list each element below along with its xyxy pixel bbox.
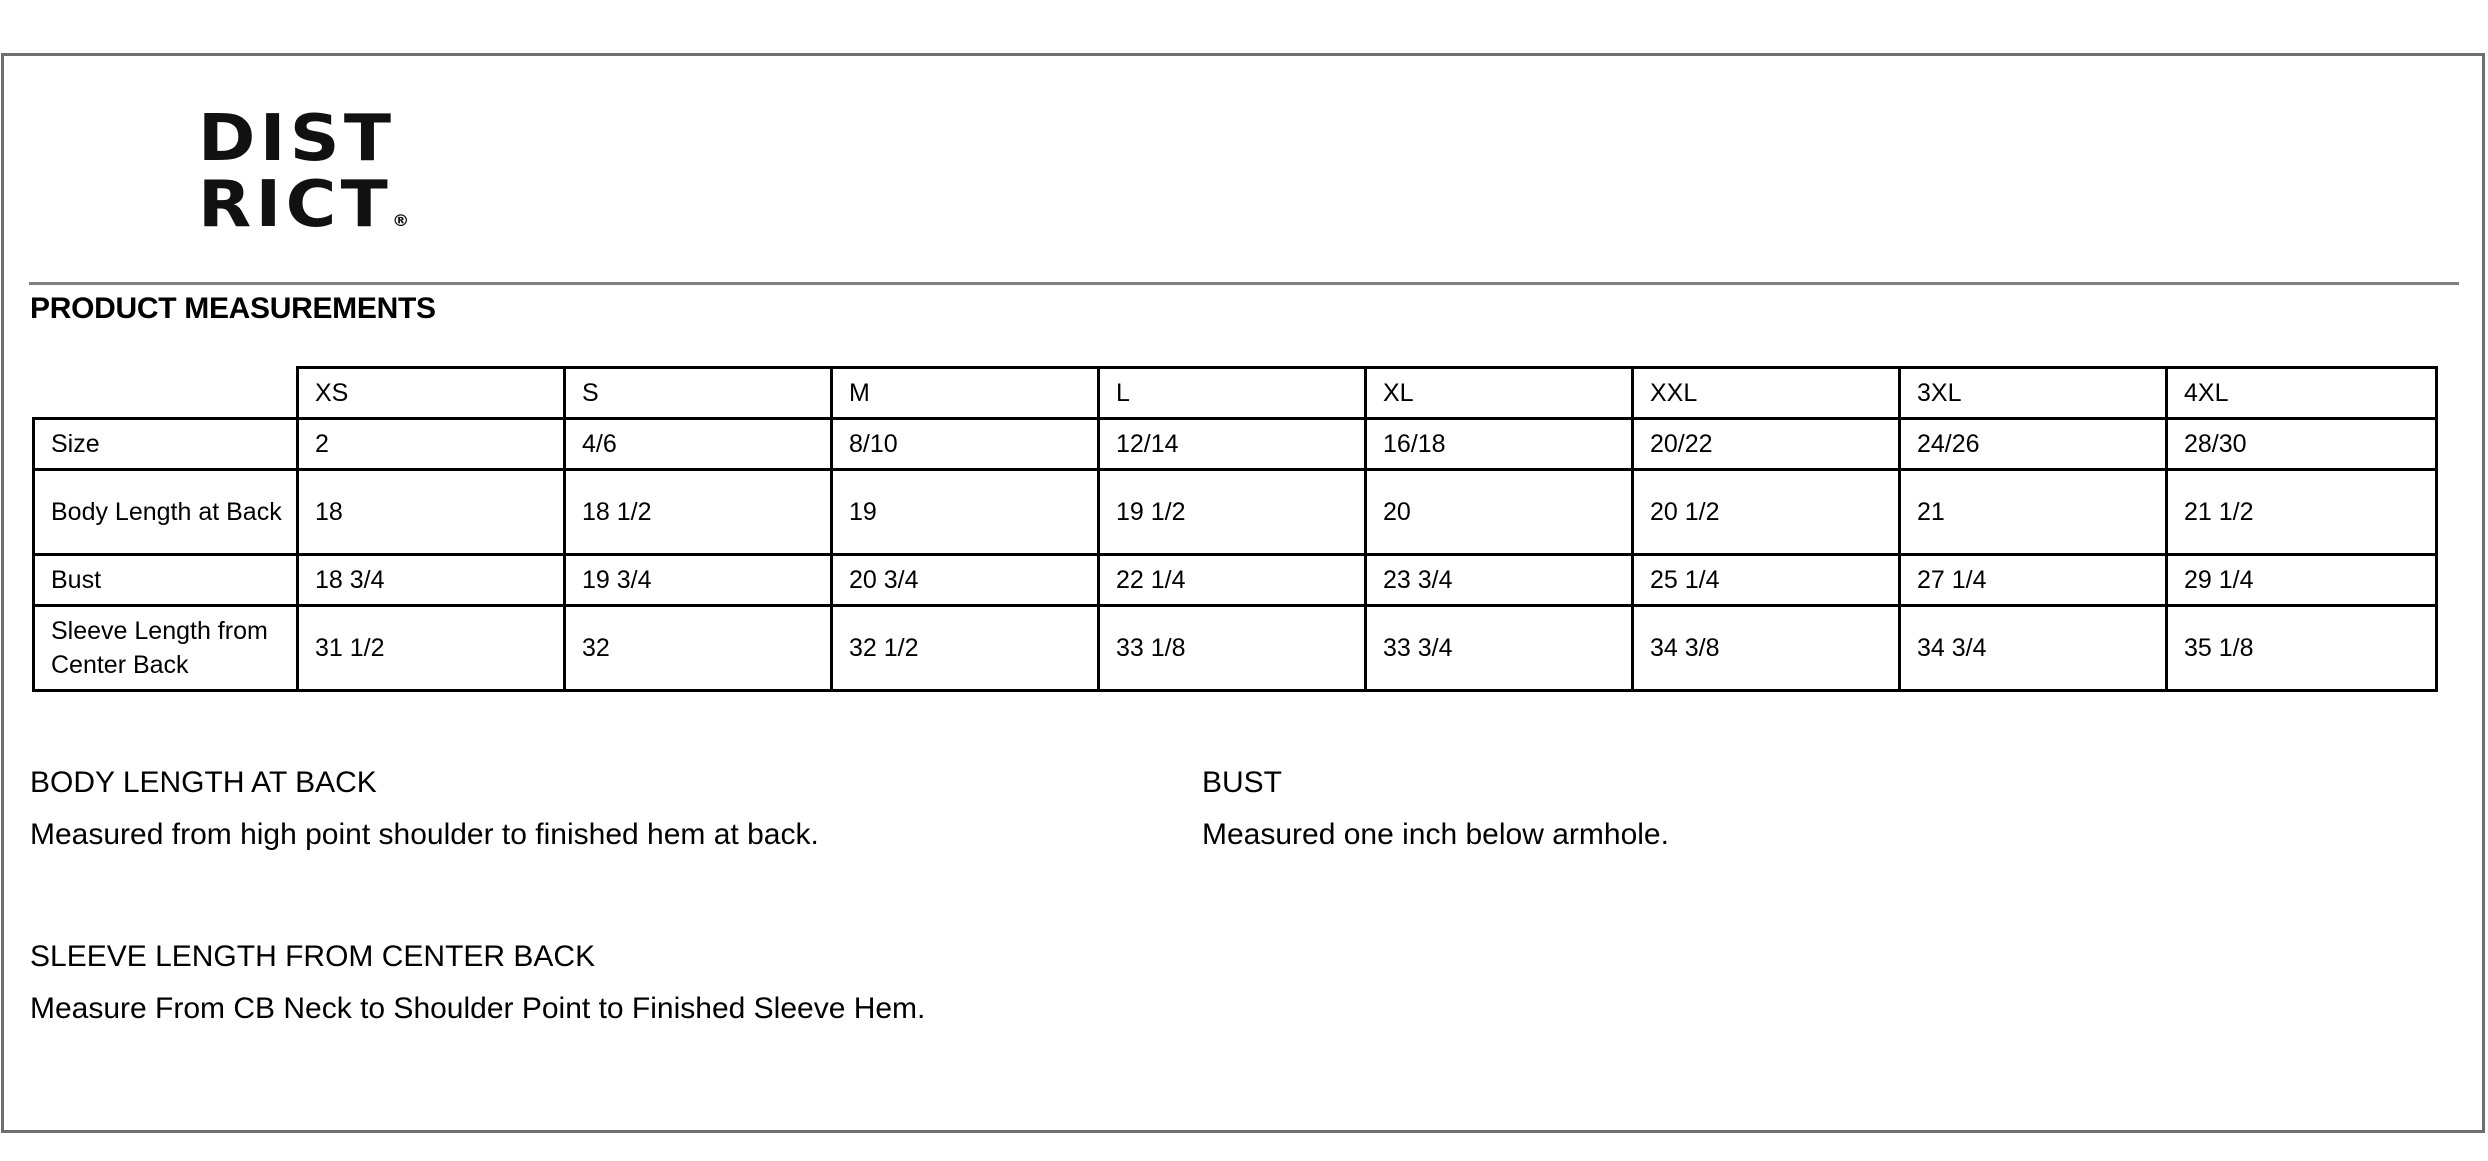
table-cell: 31 1/2: [298, 606, 565, 691]
table-corner-cell: [34, 368, 298, 419]
size-header-xs: XS: [298, 368, 565, 419]
table-cell: 18 1/2: [565, 470, 832, 555]
table-cell: 33 1/8: [1099, 606, 1366, 691]
table-cell: 12/14: [1099, 419, 1366, 470]
bust-text: Measured one inch below armhole.: [1202, 818, 1669, 851]
table-cell: 8/10: [832, 419, 1099, 470]
sleeve-length-title: SLEEVE LENGTH FROM CENTER BACK: [30, 940, 596, 973]
table-row: [34, 419, 2437, 470]
size-header-4xl: 4XL: [2167, 368, 2437, 419]
row-label-body-length: Body Length at Back: [34, 470, 298, 555]
table-cell: 32 1/2: [832, 606, 1099, 691]
row-label-sleeve-length: Sleeve Length from Center Back: [34, 606, 298, 691]
table-cell: 21: [1900, 470, 2167, 555]
table-cell: 20 3/4: [832, 555, 1099, 606]
district-logo: [198, 102, 410, 246]
table-cell: 21 1/2: [2167, 470, 2437, 555]
table-row: [34, 606, 2437, 691]
size-header-m: M: [832, 368, 1099, 419]
table-cell: 4/6: [565, 419, 832, 470]
table-cell: 20: [1366, 470, 1633, 555]
table-cell: 19 3/4: [565, 555, 832, 606]
page-title: PRODUCT MEASUREMENTS: [30, 292, 436, 325]
table-cell: 35 1/8: [2167, 606, 2437, 691]
table-cell: 27 1/4: [1900, 555, 2167, 606]
table-header-row: [34, 368, 2437, 419]
table-cell: 22 1/4: [1099, 555, 1366, 606]
table-cell: 2: [298, 419, 565, 470]
body-length-title: BODY LENGTH AT BACK: [30, 766, 377, 799]
table-cell: 25 1/4: [1633, 555, 1900, 606]
table-cell: 33 3/4: [1366, 606, 1633, 691]
table-cell: 32: [565, 606, 832, 691]
bust-title: BUST: [1202, 766, 1283, 799]
table-row: [34, 470, 2437, 555]
table-cell: 20/22: [1633, 419, 1900, 470]
header-divider: [29, 282, 2459, 285]
logo-line-1: DIST: [198, 102, 396, 176]
table-cell: 18: [298, 470, 565, 555]
row-label-bust: Bust: [34, 555, 298, 606]
table-cell: 16/18: [1366, 419, 1633, 470]
size-header-l: L: [1099, 368, 1366, 419]
table-cell: 18 3/4: [298, 555, 565, 606]
table-cell: 28/30: [2167, 419, 2437, 470]
table-cell: 34 3/4: [1900, 606, 2167, 691]
sleeve-length-text: Measure From CB Neck to Shoulder Point to Finished Sleeve Hem.: [30, 992, 926, 1025]
table-cell: 34 3/8: [1633, 606, 1900, 691]
measurements-table: [32, 366, 2438, 692]
table-row: [34, 555, 2437, 606]
logo-line-2: RICT®: [198, 168, 410, 242]
size-header-s: S: [565, 368, 832, 419]
table-cell: 24/26: [1900, 419, 2167, 470]
table-cell: 20 1/2: [1633, 470, 1900, 555]
table-cell: 19 1/2: [1099, 470, 1366, 555]
table-cell: 19: [832, 470, 1099, 555]
body-length-text: Measured from high point shoulder to finished hem at back.: [30, 818, 819, 851]
size-header-xl: XL: [1366, 368, 1633, 419]
size-header-xxl: XXL: [1633, 368, 1900, 419]
table-cell: 23 3/4: [1366, 555, 1633, 606]
size-header-3xl: 3XL: [1900, 368, 2167, 419]
registered-mark: ®: [392, 211, 410, 230]
table-cell: 29 1/4: [2167, 555, 2437, 606]
row-label-size: Size: [34, 419, 298, 470]
